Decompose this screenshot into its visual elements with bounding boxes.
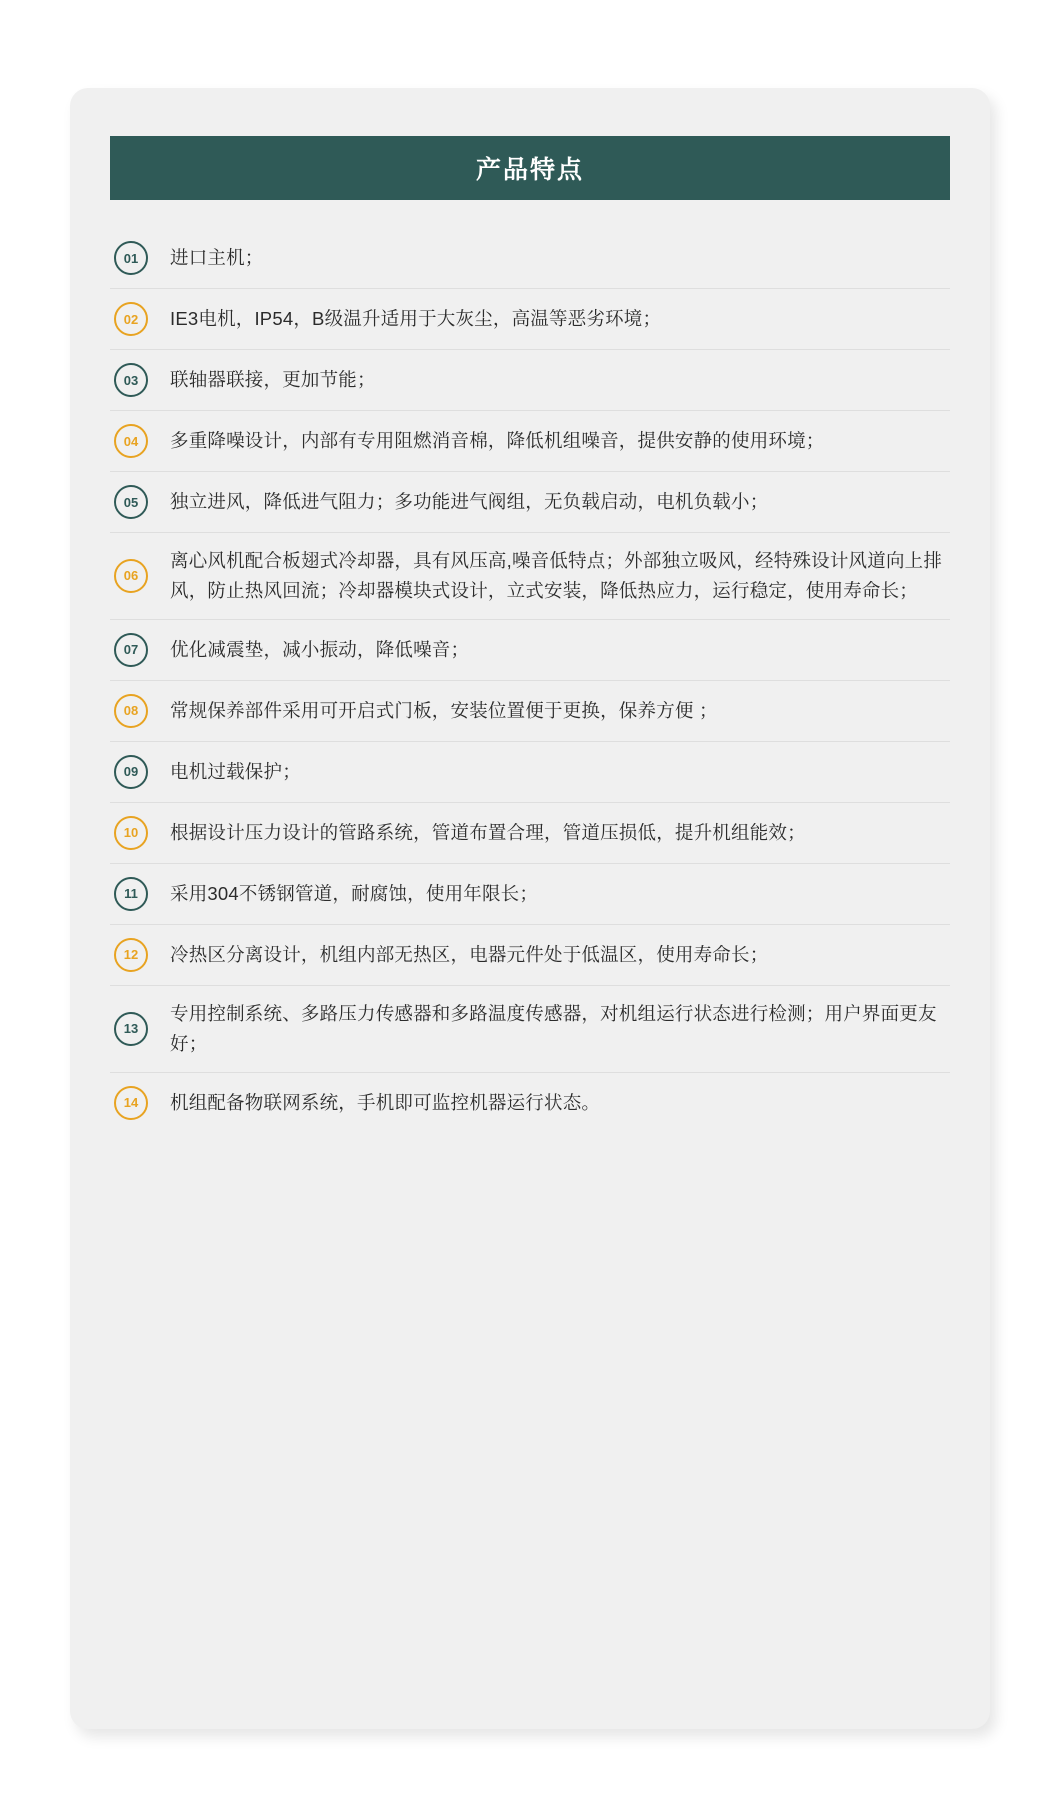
section-header — [110, 136, 950, 200]
item-number-badge: 01 — [114, 241, 148, 275]
item-text: 专用控制系统、多路压力传感器和多路温度传感器，对机组运行状态进行检测；用户界面更友好； — [170, 1002, 937, 1054]
list-item — [110, 742, 950, 803]
item-text: IE3电机，IP54，B级温升适用于大灰尘，高温等恶劣环境； — [170, 308, 662, 330]
item-number-badge: 03 — [114, 363, 148, 397]
list-item — [110, 803, 950, 864]
item-text: 机组配备物联网系统，手机即可监控机器运行状态。 — [170, 1091, 601, 1113]
list-item — [110, 681, 950, 742]
item-number-badge: 14 — [114, 1086, 148, 1120]
item-number-badge: 09 — [114, 755, 148, 789]
product-features-card — [70, 88, 990, 1729]
list-item — [110, 864, 950, 925]
item-number-badge: 10 — [114, 816, 148, 850]
feature-list — [110, 228, 950, 1133]
list-item — [110, 986, 950, 1073]
page-title: 产品特点 — [475, 156, 584, 184]
item-text: 常规保养部件采用可开启式门板，安装位置便于更换，保养方便 ； — [170, 699, 718, 721]
list-item — [110, 289, 950, 350]
list-item — [110, 228, 950, 289]
item-number-badge: 13 — [114, 1012, 148, 1046]
item-text: 联轴器联接，更加节能； — [170, 369, 376, 391]
list-item — [110, 411, 950, 472]
item-number-badge: 12 — [114, 938, 148, 972]
item-number-badge: 04 — [114, 424, 148, 458]
list-item — [110, 350, 950, 411]
list-item — [110, 925, 950, 986]
item-number-badge: 08 — [114, 694, 148, 728]
list-item — [110, 472, 950, 533]
list-item — [110, 620, 950, 681]
item-text: 采用304不锈钢管道，耐腐蚀，使用年限长； — [170, 882, 539, 904]
item-text: 多重降噪设计，内部有专用阻燃消音棉，降低机组噪音，提供安静的使用环境； — [170, 430, 825, 452]
item-number-badge: 05 — [114, 485, 148, 519]
list-item — [110, 1073, 950, 1133]
item-text: 电机过载保护； — [170, 760, 301, 782]
item-text: 冷热区分离设计，机组内部无热区，电器元件处于低温区，使用寿命长； — [170, 943, 769, 965]
item-text: 进口主机； — [170, 247, 264, 269]
item-text: 根据设计压力设计的管路系统，管道布置合理，管道压损低，提升机组能效； — [170, 821, 806, 843]
item-text: 独立进风，降低进气阻力；多功能进气阀组，无负载启动，电机负载小； — [170, 491, 769, 513]
item-number-badge: 02 — [114, 302, 148, 336]
item-number-badge: 11 — [114, 877, 148, 911]
list-item — [110, 533, 950, 620]
item-number-badge: 06 — [114, 559, 148, 593]
item-text: 优化减震垫，减小振动，降低噪音； — [170, 638, 470, 660]
item-number-badge: 07 — [114, 633, 148, 667]
item-text: 离心风机配合板翅式冷却器，具有风压高,噪音低特点；外部独立吸风，经特殊设计风道向上排风，防止热风回流；冷却器模块式设计，立式安装，降低热应力，运行稳定，使用寿命长； — [170, 550, 943, 601]
